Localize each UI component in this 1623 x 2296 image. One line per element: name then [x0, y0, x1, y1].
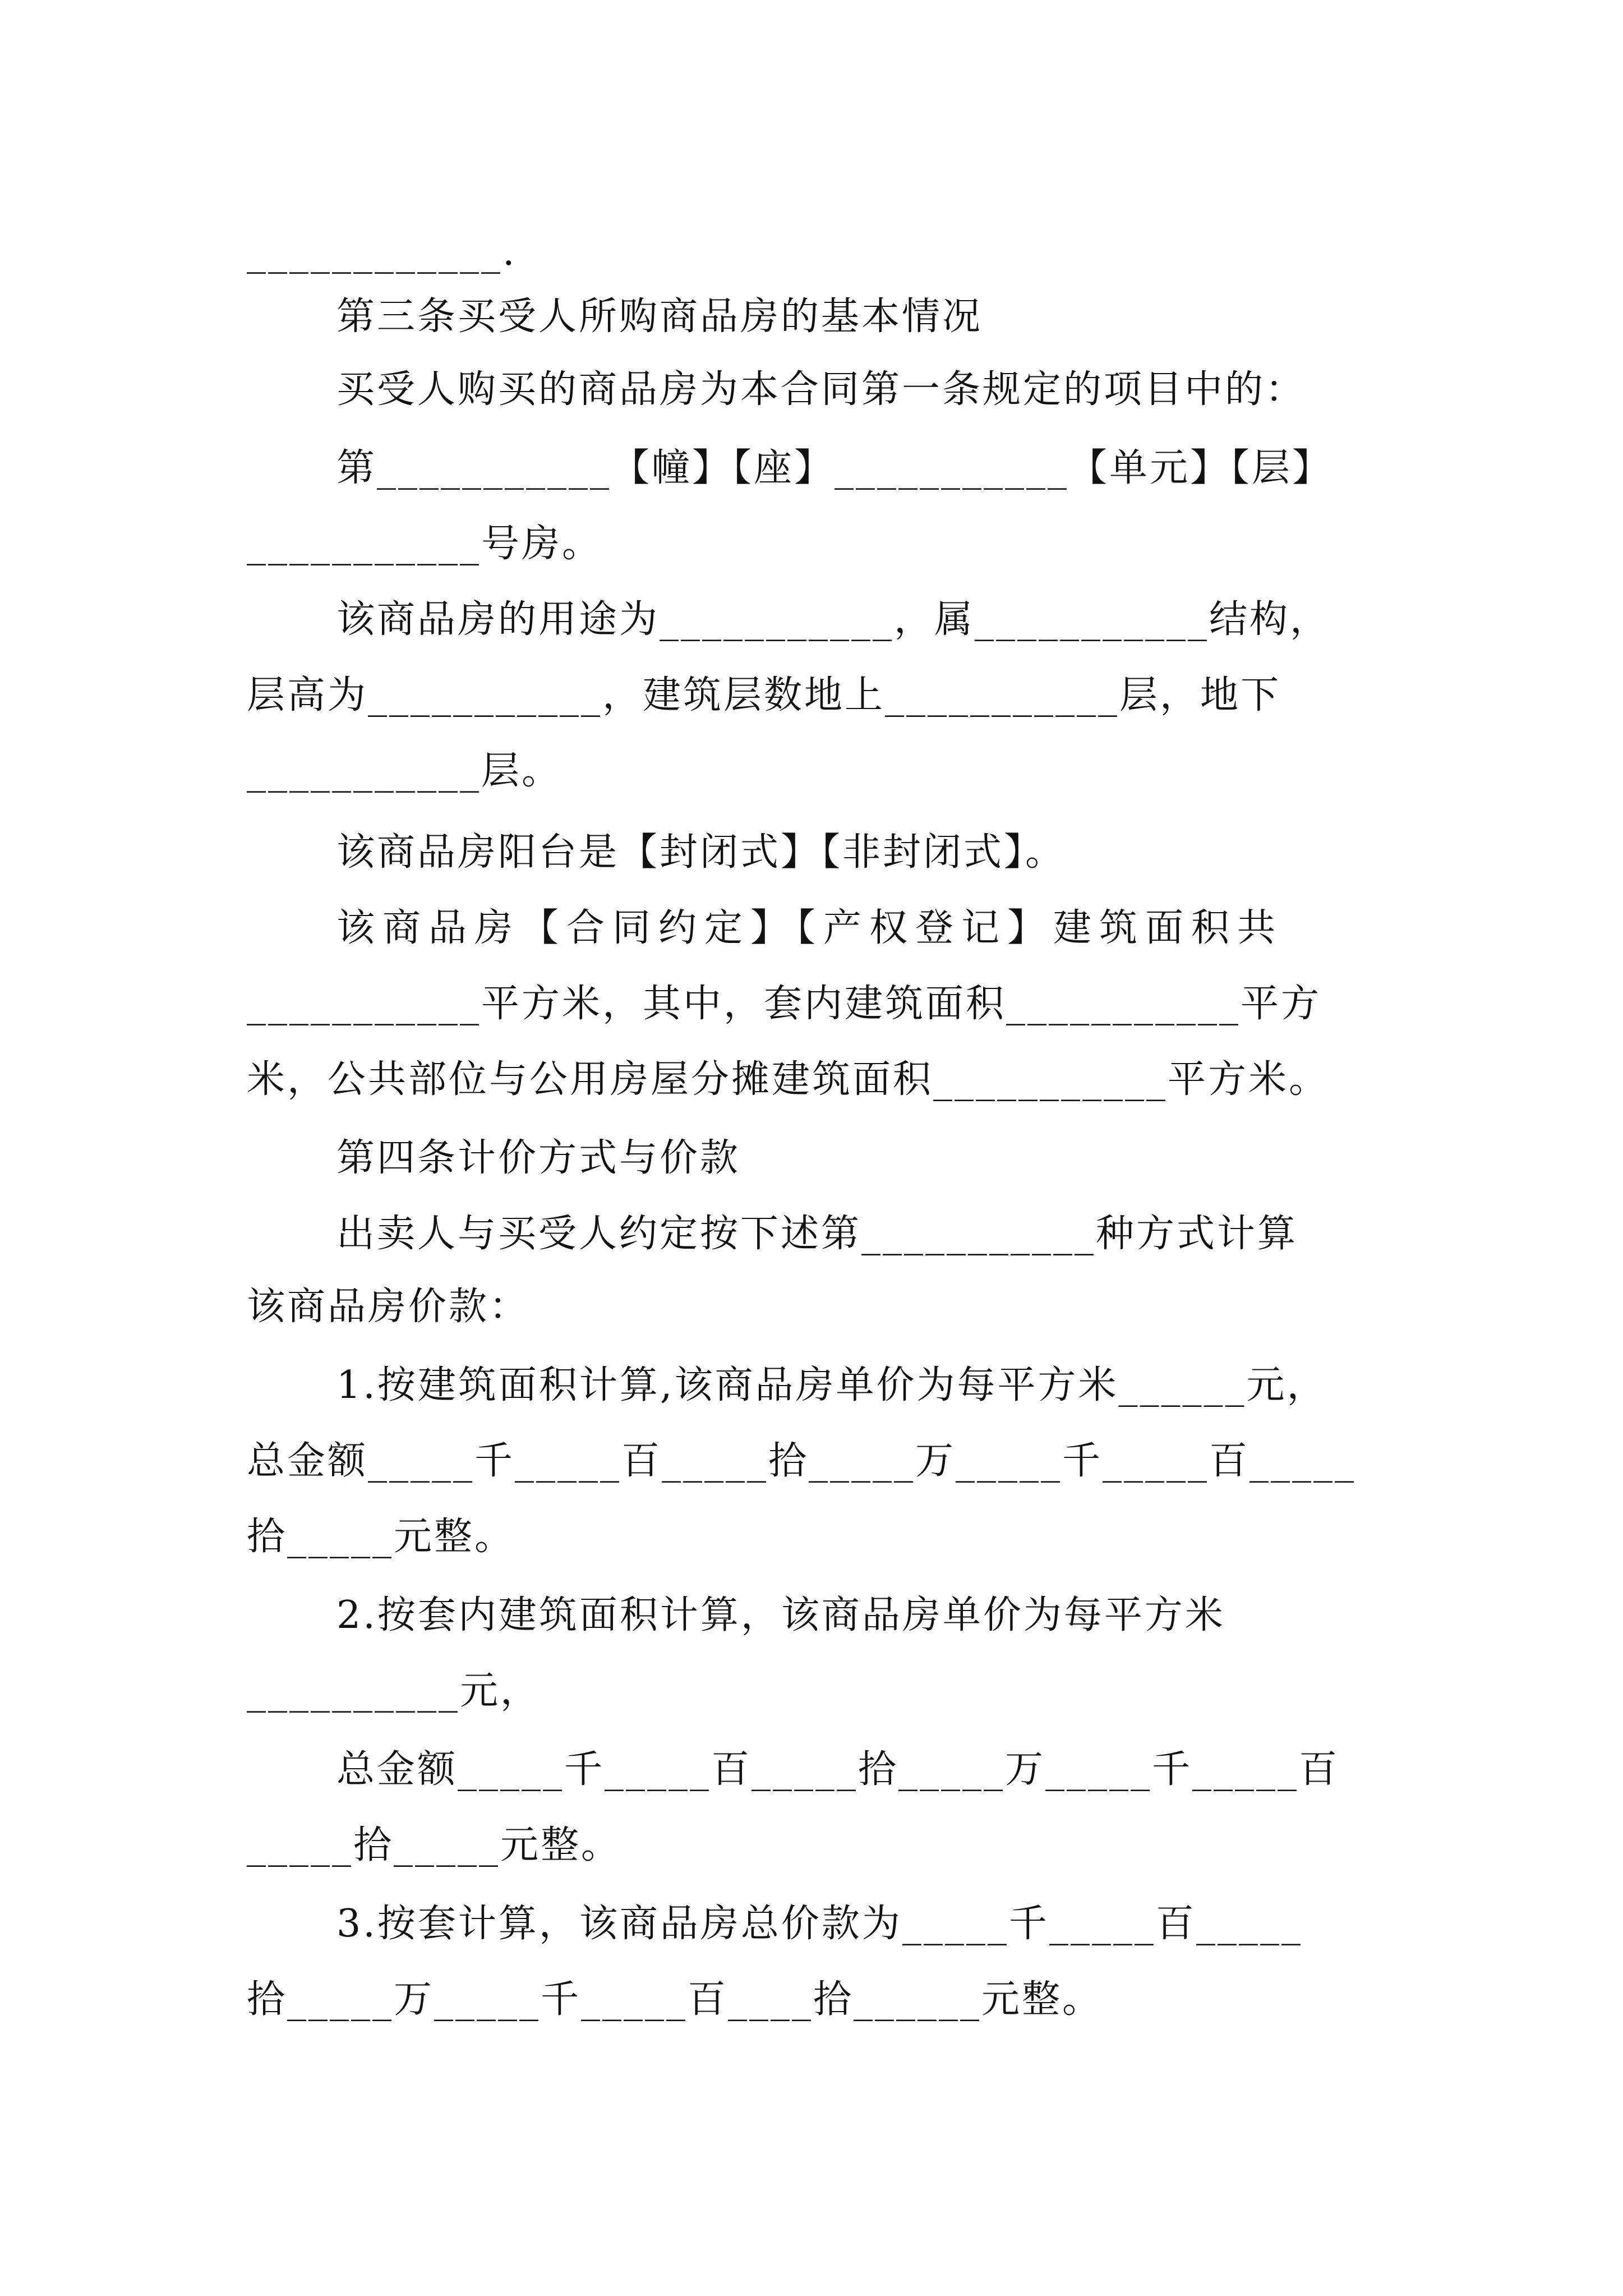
- text-line-10: 该商品房【合同约定】【产权登记】建筑面积共: [336, 906, 1284, 950]
- text-line-24: 拾_____万_____千_____百____拾______元整。: [247, 1977, 1103, 2022]
- section-heading-article-4: 第四条计价方式与价款: [336, 1136, 741, 1180]
- section-heading-article-3: 第三条买受人所购商品房的基本情况: [336, 295, 983, 339]
- text-line-12: 米，公共部位与公用房屋分摊建筑面积___________平方米。: [247, 1057, 1330, 1102]
- text-line-3: 买受人购买的商品房为本合同第一条规定的项目中的：: [336, 367, 1306, 412]
- text-line-4: 第___________【幢】【座】___________【单元】【层】: [336, 446, 1333, 490]
- text-line-17: 总金额_____千_____百_____拾_____万_____千_____百_____: [247, 1439, 1357, 1483]
- text-line-23: 3.按套计算，该商品房总价款为_____千_____百_____: [336, 1902, 1303, 1946]
- text-line-11: ___________平方米，其中，套内建筑面积___________平方: [247, 982, 1322, 1026]
- text-line-18: 拾_____元整。: [247, 1515, 515, 1559]
- text-line-19: 2.按套内建筑面积计算，该商品房单价为每平方米: [336, 1593, 1225, 1637]
- text-line-8: ___________层。: [247, 749, 562, 793]
- text-line-22: _____拾_____元整。: [247, 1823, 622, 1867]
- text-line-20: __________元，: [247, 1669, 541, 1713]
- text-line-16: 1.按建筑面积计算,该商品房单价为每平方米______元，: [336, 1363, 1327, 1407]
- text-line-6: 该商品房的用途为___________，属___________结构，: [336, 597, 1331, 642]
- text-line-7: 层高为___________，建筑层数地上___________层，地下: [247, 673, 1281, 717]
- text-line-5: ___________号房。: [247, 522, 603, 566]
- text-line-14: 出卖人与买受人约定按下述第___________种方式计算: [336, 1212, 1298, 1256]
- text-line-15: 该商品房价款：: [247, 1285, 530, 1329]
- text-line-21: 总金额_____千_____百_____拾_____万_____千_____百: [336, 1747, 1340, 1792]
- text-line-9: 该商品房阳台是【封闭式】【非封闭式】。: [336, 830, 1066, 875]
- text-line-1: ____________.: [247, 230, 517, 274]
